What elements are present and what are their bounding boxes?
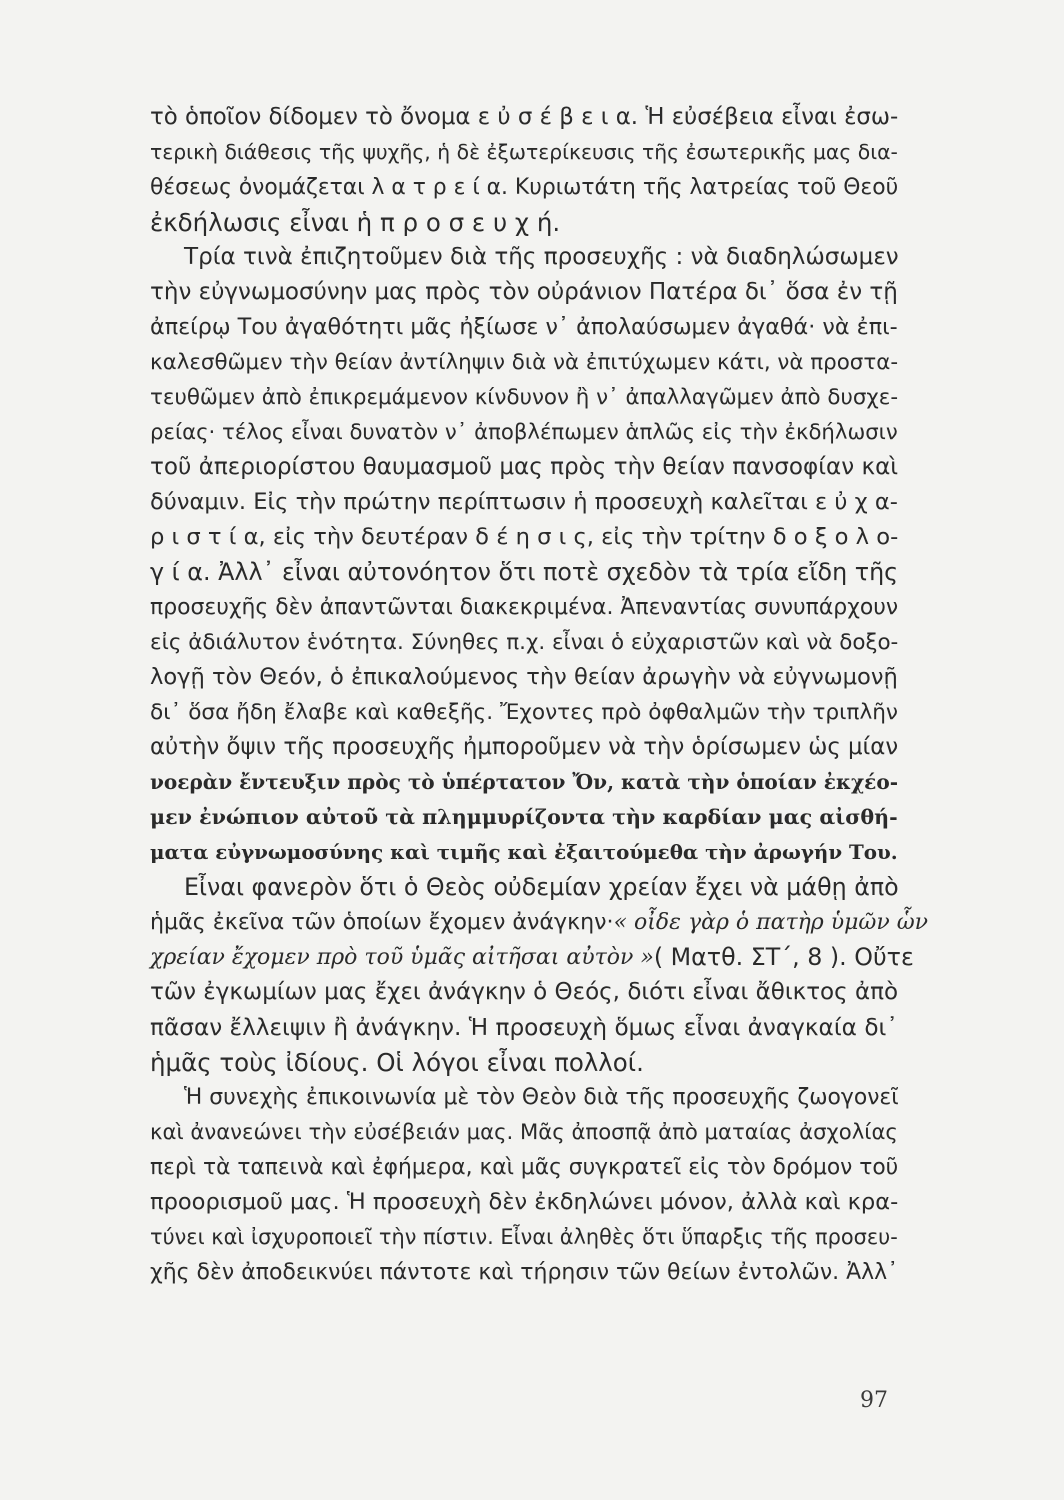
definition-line: μεν ἐνώπιον αὐτοῦ τὰ πλημμυρίζοντα τὴν καρδίαν μας αἰσθή-: [150, 805, 898, 829]
text-line: ρείας· τέλος εἶναι δυνατὸν ν᾿ ἀποβλέπωμεν ἁπλῶς εἰς τὴν ἐκδήλωσιν: [150, 420, 898, 445]
text-line: χῆς δὲν ἀποδεικνύει πάντοτε καὶ τήρησιν τῶν θείων ἐντολῶν. Ἀλλ᾿: [150, 1260, 899, 1285]
definition-line: νοερὰν ἔντευξιν πρὸς τὸ ὑπέρτατον Ὄν, κατὰ τὴν ὁποίαν ἐκχέο-: [150, 770, 899, 794]
page-text: [150, 100, 929, 1290]
text-line: λογῇ τὸν Θεόν, ὁ ἐπικαλούμενος τὴν θείαν ἀρωγὴν νὰ εὐγνωμονῇ: [150, 664, 898, 690]
text-line: ἐκδήλωσις εἶναι ἡ π ρ ο σ ε υ χ ή.: [150, 208, 561, 237]
text-line: καὶ ἀνανεώνει τὴν εὐσέβειάν μας. Μᾶς ἀποσπᾷ ἀπὸ ματαίας ἀσχολίας: [150, 1120, 898, 1145]
text-line: τερικὴ διάθεσις τῆς ψυχῆς, ἡ δὲ ἐξωτερίκευσις τῆς ἐσωτερικῆς μας δια-: [150, 140, 898, 164]
text-line: Εἶναι φανερὸν ὅτι ὁ Θεὸς οὐδεμίαν χρείαν ἔχει νὰ μάθῃ ἀπὸ: [184, 873, 899, 901]
text-line: αὐτὴν ὄψιν τῆς προσευχῆς ἠμποροῦμεν νὰ τὴν ὁρίσωμεν ὡς μίαν: [150, 734, 899, 760]
text-line: προσευχῆς δὲν ἀπαντῶνται διακεκριμένα. Ἀπεναντίας συνυπάρχουν: [150, 595, 899, 620]
text-line: τοῦ ἀπεριορίστου θαυμασμοῦ μας πρὸς τὴν θείαν πανσοφίαν καὶ: [150, 454, 899, 480]
text-line: [150, 940, 914, 975]
text-line: τὸ ὁποῖον δίδομεν τὸ ὄνομα ε ὐ σ έ β ε ι α. Ἡ εὐσέβεια εἶναι ἐσω-: [150, 104, 899, 130]
text-line: προορισμοῦ μας. Ἡ προσευχὴ δὲν ἐκδηλώνει μόνον, ἀλλὰ καὶ κρα-: [150, 1189, 899, 1215]
text-line: εἰς ἀδιάλυτον ἑνότητα. Σύνηθες π.χ. εἶναι ὁ εὐχαριστῶν καὶ νὰ δοξο-: [150, 630, 899, 655]
text-line: δύναμιν. Εἰς τὴν πρώτην περίπτωσιν ἡ προσευχὴ καλεῖται ε ὐ χ α-: [150, 489, 898, 515]
text-line: γ ί α. Ἀλλ᾿ εἶναι αὐτονόητον ὅτι ποτὲ σχεδὸν τὰ τρία εἴδη τῆς: [150, 558, 899, 586]
text-line: πᾶσαν ἔλλειψιν ἢ ἀνάγκην. Ἡ προσευχὴ ὅμως εἶναι ἀναγκαία δι᾿: [150, 1014, 898, 1041]
scripture-quote: « οἶδε γὰρ ὁ πατὴρ ὑμῶν ὧν: [613, 910, 929, 935]
text-line: Ἡ συνεχὴς ἐπικοινωνία μὲ τὸν Θεὸν διὰ τῆς προσευχῆς ζωογονεῖ: [184, 1085, 899, 1110]
text-line: τύνει καὶ ἰσχυροποιεῖ τὴν πίστιν. Εἶναι ἀληθὲς ὅτι ὕπαρξις τῆς προσευ-: [150, 1225, 898, 1249]
text-line: Τρία τινὰ ἐπιζητοῦμεν διὰ τῆς προσευχῆς : νὰ διαδηλώσωμεν: [184, 244, 899, 270]
text-line: τὴν εὐγνωμοσύνην μας πρὸς τὸν οὐράνιον Πατέρα δι᾿ ὅσα ἐν τῇ: [150, 279, 898, 305]
text-line: θέσεως ὀνομάζεται λ α τ ρ ε ί α. Κυριωτάτη τῆς λατρείας τοῦ Θεοῦ: [150, 175, 899, 200]
page-number: 97: [860, 1388, 888, 1413]
text-line: ρ ι σ τ ί α, εἰς τὴν δευτέραν δ έ η σ ι ς, εἰς τὴν τρίτην δ ο ξ ο λ ο-: [150, 524, 899, 550]
text-line: τευθῶμεν ἀπὸ ἐπικρεμάμενον κίνδυνον ἢ ν᾿ ἀπαλλαγῶμεν ἀπὸ δυσχε-: [150, 385, 899, 410]
text-line: ἀπείρῳ Του ἀγαθότητι μᾶς ἠξίωσε ν᾿ ἀπολαύσωμεν ἀγαθά· νὰ ἐπι-: [150, 314, 898, 340]
text-line: δι᾿ ὅσα ἤδη ἔλαβε καὶ καθεξῆς. Ἔχοντες πρὸ ὀφθαλμῶν τὴν τριπλῆν: [150, 700, 898, 725]
text-line: περὶ τὰ ταπεινὰ καὶ ἐφήμερα, καὶ μᾶς συγκρατεῖ εἰς τὸν δρόμον τοῦ: [150, 1155, 899, 1180]
scripture-quote: χρείαν ἔχομεν πρὸ τοῦ ὑμᾶς αἰτῆσαι αὐτὸν »: [150, 945, 654, 970]
text-line: τῶν ἐγκωμίων μας ἔχει ἀνάγκην ὁ Θεός, διότι εἶναι ἄθικτος ἀπὸ: [150, 979, 899, 1005]
text-line: ἡμᾶς ἐκεῖνα τῶν ὁποίων ἔχομεν ἀνάγκην· « οἶδε γὰρ ὁ πατὴρ ὑμῶν ὧν: [150, 905, 906, 940]
scripture-reference: ( Ματθ. ΣΤ΄, 8 ). Οὔτε: [653, 943, 914, 971]
text-line: ἡμᾶς τοὺς ἰδίους. Οἱ λόγοι εἶναι πολλοί.: [150, 1048, 644, 1077]
text-line: καλεσθῶμεν τὴν θείαν ἀντίληψιν διὰ νὰ ἐπιτύχωμεν κάτι, νὰ προστα-: [150, 350, 899, 375]
definition-line: ματα εὐγνωμοσύνης καὶ τιμῆς καὶ ἐξαιτούμεθα τὴν ἀρωγήν Του.: [150, 840, 898, 864]
